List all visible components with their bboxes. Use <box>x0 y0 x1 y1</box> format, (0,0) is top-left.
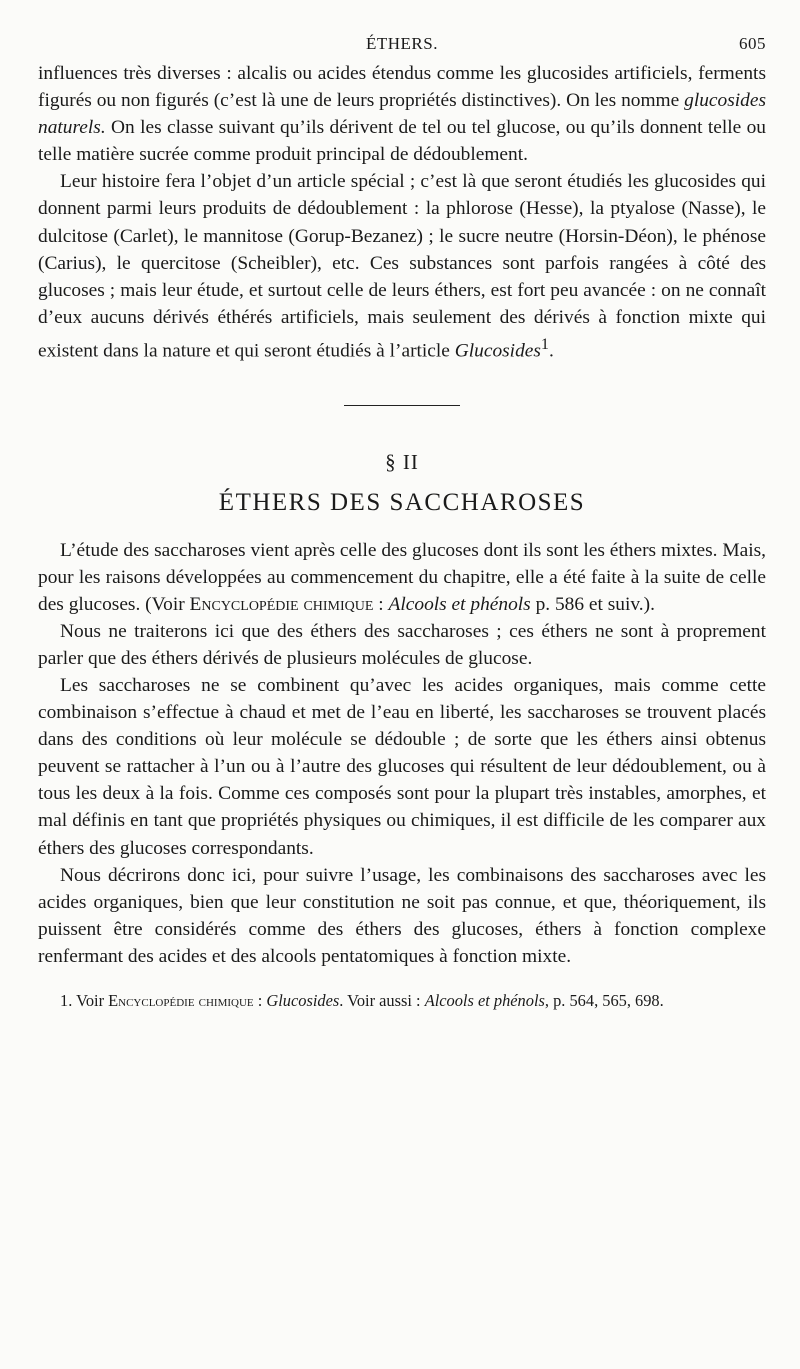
alcools-phenols-reference: Alcools et phénols <box>388 593 531 615</box>
page-number: 605 <box>739 34 766 53</box>
paragraph-3: L’étude des saccharoses vient après celle des glucoses dont ils sont les éthers mixtes. Mais, pour les raisons développées au commencement du chapitre, elle a été faite à la suite de celle des glucoses. (Voir Encyclopédie chimique : Alcools et phénols p. 586 et suiv.). <box>38 539 766 615</box>
paragraph-4: Nous ne traiterons ici que des éthers des saccharoses ; ces éthers ne sont à proprement parler que des éthers dérivés de plusieurs molécules de glucose. <box>38 620 766 669</box>
paragraph-6: Nous décrirons donc ici, pour suivre l’usage, les combinaisons des saccharoses avec les acides organiques, bien que leur constitution ne soit pas connue, et que, théoriquement, ils puissent être considérés comme des éthers des glucoses, éthers à fonction complexe renfermant des acides et des alcools pentatomiques à fonction mixte. <box>38 864 766 967</box>
running-head <box>38 34 766 60</box>
section-separator-rule <box>344 405 460 406</box>
running-title: ÉTHERS. <box>366 34 438 53</box>
glucosides-naturels-term: glucosides naturels. <box>38 90 766 139</box>
paragraph-2: Leur histoire fera l’objet d’un article spécial ; c’est là que seront étudiés les glucosides qui donnent parmi leurs produits de dédoublement : la phlorose (Hesse), la ptyalose (Nasse), le dulcitose (Carlet), le mannitose (Gorup-Bezanez) ; le sucre neutre (Horsin-Déon), le phénose (Carius), le quercitose (Scheibler), etc. Ces substances sont parfois rangées à côté des glucoses ; mais leur étude, et surtout celle de leurs éthers, est fort peu avancée : on ne connaît d’eux aucuns dérivés éthérés artificiels, mais seulement des dérivés à fonction mixte qui existent dans la nature et qui seront étudiés à l’article Glucosides$^1$. <box>38 171 766 362</box>
section-title: ÉTHERS DES SACCHAROSES <box>218 488 586 516</box>
section-number: § II <box>385 449 419 474</box>
page <box>38 34 766 1012</box>
paragraph-5: Les saccharoses ne se combinent qu’avec les acides organiques, mais comme cette combinaison s’effectue à chaud et met de l’eau en liberté, les saccharoses se trouvent placés dans des conditions où leur molécule se dédouble ; de sorte que les éthers ainsi obtenus peuvent se rattacher à l’un ou à l’autre des glucoses qui résultent de leur dédoublement, ou à tous les deux à la fois. Comme ces composés sont pour la plupart très instables, amorphes, et mal définis en tant que propriétés physiques ou chimiques, il est difficile de les comparer aux éthers des glucoses correspondants. <box>38 674 766 859</box>
footnote: 1. Voir Encyclopédie chimique : Glucosides. Voir aussi : Alcools et phénols, p. 564, 565, 698. <box>60 991 664 1010</box>
footnote-marker: 1 <box>540 335 549 353</box>
paragraph-1: influences très diverses : alcalis ou acides étendus comme les glucosides artificiels, ferments figurés ou non figurés (c’est là une de leurs propriétés distinctives). On les nomme glucosides naturels. On les classe suivant qu’ils dérivent de tel ou tel glucose, ou qu’ils donnent telle ou telle matière sucrée comme produit principal de dédoublement. <box>38 63 766 166</box>
glucosides-term: Glucosides <box>454 340 541 362</box>
encyclopedie-reference: Encyclopédie chimique <box>189 593 374 615</box>
